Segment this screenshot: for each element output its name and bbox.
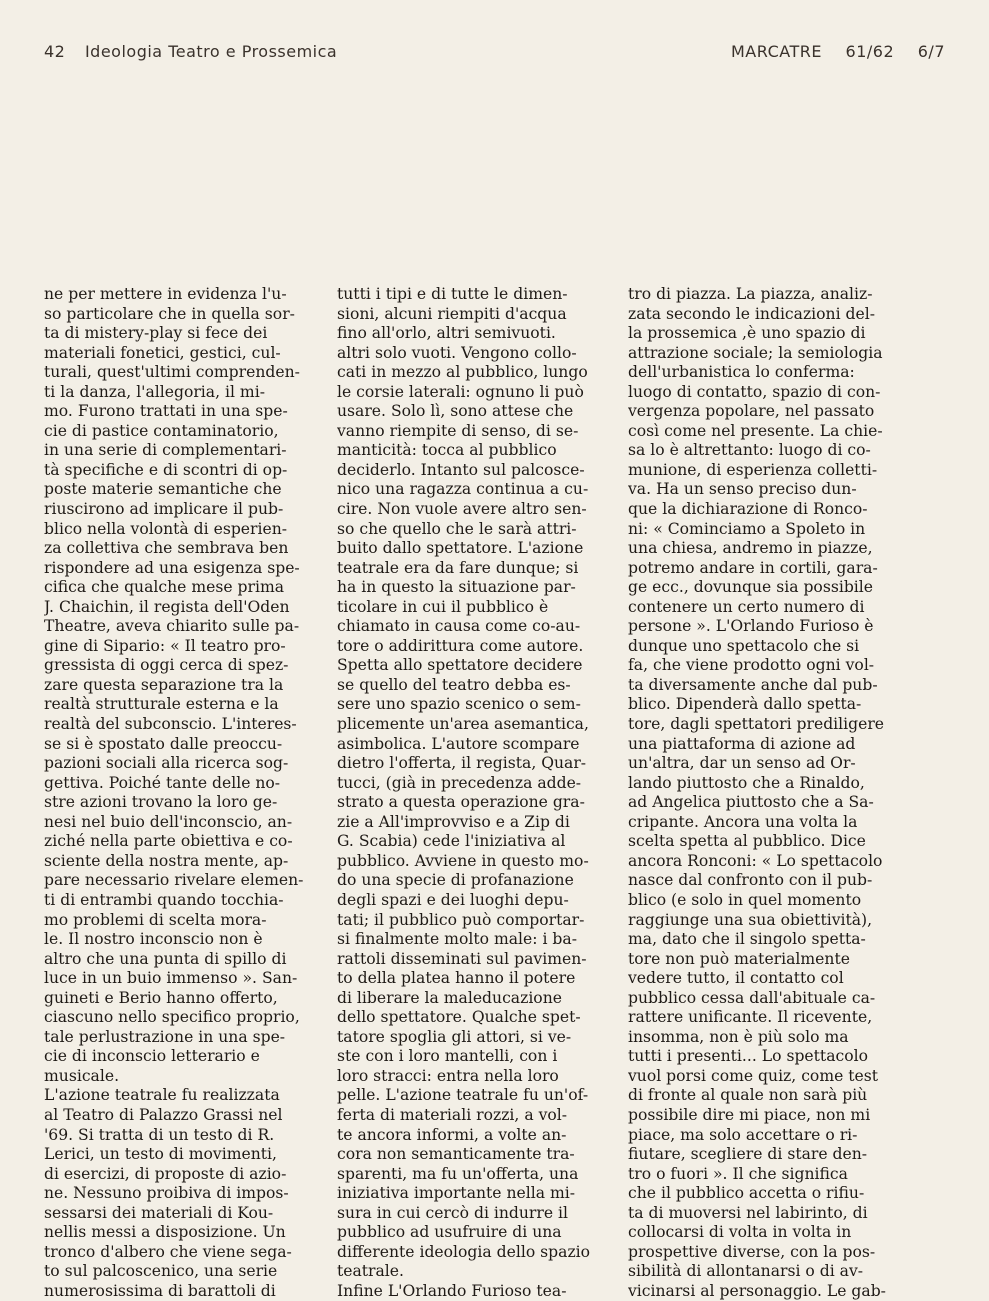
text-line: pazioni sociali alla ricerca sog- bbox=[44, 754, 289, 773]
text-line: ma, dato che il singolo spetta- bbox=[628, 930, 866, 949]
text-line: manticità: tocca al pubblico bbox=[337, 441, 557, 460]
text-line: strato a questa operazione gra- bbox=[337, 793, 585, 812]
text-line: prospettive diverse, con la pos- bbox=[628, 1242, 876, 1261]
text-line: rattere unificante. Il ricevente, bbox=[628, 1008, 873, 1027]
text-line: sibilità di allontanarsi o di av- bbox=[628, 1262, 864, 1281]
text-line: te ancora informi, a volte an- bbox=[337, 1125, 567, 1144]
header-right bbox=[731, 42, 945, 61]
text-line: una chiesa, andremo in piazze, bbox=[628, 539, 873, 558]
text-line: L'azione teatrale fu realizzata bbox=[44, 1086, 280, 1105]
text-line: za collettiva che sembrava ben bbox=[44, 539, 289, 558]
text-line: al Teatro di Palazzo Grassi nel bbox=[44, 1105, 283, 1124]
text-line: sciente della nostra mente, ap- bbox=[44, 851, 289, 870]
text-line: stre azioni trovano la loro ge- bbox=[44, 793, 278, 812]
text-line: nesi nel buio dell'inconscio, an- bbox=[44, 812, 293, 831]
text-line: la prossemica ,è uno spazio di bbox=[628, 324, 866, 343]
text-line: se si è spostato dalle preoccu- bbox=[44, 734, 283, 753]
text-line: altro che una punta di spillo di bbox=[44, 949, 287, 968]
text-line: ti di entrambi quando tocchia- bbox=[44, 890, 284, 909]
text-line: teatrale. bbox=[337, 1262, 404, 1281]
text-line: le. Il nostro inconscio non è bbox=[44, 930, 263, 949]
text-line: nellis messi a disposizione. Un bbox=[44, 1223, 286, 1242]
text-line: di fronte al quale non sarà più bbox=[628, 1086, 868, 1105]
text-line: Spetta allo spettatore decidere bbox=[337, 656, 583, 675]
text-line: J. Chaichin, il regista dell'Oden bbox=[44, 597, 290, 616]
text-line: usare. Solo lì, sono attese che bbox=[337, 402, 574, 421]
text-line: luce in un buio immenso ». San- bbox=[44, 969, 298, 988]
text-column-2 bbox=[337, 285, 605, 1301]
text-line: munione, di esperienza colletti- bbox=[628, 460, 878, 479]
text-line: cire. Non vuole avere altro sen- bbox=[337, 500, 587, 519]
text-line: Lerici, un testo di movimenti, bbox=[44, 1145, 277, 1164]
text-line: tucci, (già in precedenza adde- bbox=[337, 773, 582, 792]
text-line: so che quello che le sarà attri- bbox=[337, 519, 577, 538]
text-line: pubblico. Avviene in questo mo- bbox=[337, 851, 589, 870]
text-line: luogo di contatto, spazio di con- bbox=[628, 382, 881, 401]
text-line: cie di pastice contaminatorio, bbox=[44, 421, 279, 440]
text-line: pubblico cessa dall'abituale ca- bbox=[628, 988, 876, 1007]
text-line: collocarsi di volta in volta in bbox=[628, 1223, 852, 1242]
text-line: gine di Sipario: « Il teatro pro- bbox=[44, 636, 286, 655]
text-line: ta diversamente anche dal pub- bbox=[628, 675, 878, 694]
text-line: realtà del subconscio. L'interes- bbox=[44, 715, 297, 734]
text-line: scelta spetta al pubblico. Dice bbox=[628, 832, 866, 851]
text-line: tale perlustrazione in una spe- bbox=[44, 1027, 286, 1046]
text-line: vicinarsi al personaggio. Le gab- bbox=[628, 1281, 886, 1300]
text-line: so particolare che in quella sor- bbox=[44, 304, 295, 323]
text-line: pelle. L'azione teatrale fu un'of- bbox=[337, 1086, 589, 1105]
text-line: ne. Nessuno proibiva di impos- bbox=[44, 1184, 289, 1203]
text-line: que la dichiarazione di Ronco- bbox=[628, 500, 868, 519]
text-line: guineti e Berio hanno offerto, bbox=[44, 988, 278, 1007]
text-line: ti la danza, l'allegoria, il mi- bbox=[44, 382, 265, 401]
text-line: cie di inconscio letterario e bbox=[44, 1047, 260, 1066]
text-line: asimbolica. L'autore scompare bbox=[337, 734, 580, 753]
text-line: musicale. bbox=[44, 1066, 120, 1085]
text-line: tro o fuori ». Il che significa bbox=[628, 1164, 848, 1183]
text-line: dell'urbanistica lo conferma: bbox=[628, 363, 855, 382]
text-line: teatrale era da fare dunque; si bbox=[337, 558, 579, 577]
text-line: tutti i presenti... Lo spettacolo bbox=[628, 1047, 868, 1066]
text-line: iniziativa importante nella mi- bbox=[337, 1184, 576, 1203]
text-line: se quello del teatro debba es- bbox=[337, 675, 571, 694]
text-line: ad Angelica piuttosto che a Sa- bbox=[628, 793, 874, 812]
text-line: vuol porsi come quiz, come test bbox=[628, 1066, 879, 1085]
text-line: fino all'orlo, altri semivuoti. bbox=[337, 324, 556, 343]
text-line: blico (e solo in quel momento bbox=[628, 890, 862, 909]
text-line: riuscirono ad implicare il pub- bbox=[44, 500, 284, 519]
text-line: gettiva. Poiché tante delle no- bbox=[44, 773, 281, 792]
text-line: turali, quest'ultimi comprenden- bbox=[44, 363, 300, 382]
text-line: le corsie laterali: ognuno li può bbox=[337, 382, 584, 401]
text-line: ferta di materiali rozzi, a vol- bbox=[337, 1105, 568, 1124]
text-line: tore non può materialmente bbox=[628, 949, 850, 968]
text-line: pare necessario rivelare elemen- bbox=[44, 871, 304, 890]
text-line: nasce dal confronto con il pub- bbox=[628, 871, 873, 890]
text-line: deciderlo. Intanto sul palcosce- bbox=[337, 460, 585, 479]
issue-number: 61/62 bbox=[845, 42, 895, 61]
text-line: ciascuno nello specifico proprio, bbox=[44, 1008, 300, 1027]
text-line: contenere un certo numero di bbox=[628, 597, 865, 616]
text-line: un'altra, dar un senso ad Or- bbox=[628, 754, 856, 773]
text-line: loro stracci: entra nella loro bbox=[337, 1066, 559, 1085]
journal-title: MARCATRE bbox=[731, 42, 822, 61]
text-line: chiamato in causa come co-au- bbox=[337, 617, 581, 636]
text-line: sere uno spazio scenico o sem- bbox=[337, 695, 581, 714]
text-line: tà specifiche e di scontri di op- bbox=[44, 460, 288, 479]
text-line: ha in questo la situazione par- bbox=[337, 578, 576, 597]
text-line: G. Scabia) cede l'iniziativa al bbox=[337, 832, 566, 851]
text-line: realtà strutturale esterna e la bbox=[44, 695, 279, 714]
text-line: ge ecc., dovunque sia possibile bbox=[628, 578, 874, 597]
text-line: plicemente un'area asemantica, bbox=[337, 715, 589, 734]
text-line: in una serie di complementari- bbox=[44, 441, 287, 460]
text-line: altri solo vuoti. Vengono collo- bbox=[337, 343, 577, 362]
text-line: degli spazi e dei luoghi depu- bbox=[337, 890, 569, 909]
text-line: ne per mettere in evidenza l'u- bbox=[44, 285, 287, 303]
text-line: nico una ragazza continua a cu- bbox=[337, 480, 589, 499]
text-line: sa lo è altrettanto: luogo di co- bbox=[628, 441, 871, 460]
text-line: blico nella volontà di esperien- bbox=[44, 519, 288, 538]
text-line: così come nel presente. La chie- bbox=[628, 421, 883, 440]
text-line: tro di piazza. La piazza, analiz- bbox=[628, 285, 873, 303]
text-line: di esercizi, di proposte di azio- bbox=[44, 1164, 287, 1183]
text-line: zie a All'improvviso e a Zip di bbox=[337, 812, 570, 831]
text-line: vanno riempite di senso, di se- bbox=[337, 421, 579, 440]
text-line: materiali fonetici, gestici, cul- bbox=[44, 343, 281, 362]
text-column-1 bbox=[44, 285, 312, 1301]
text-line: mo problemi di scelta mora- bbox=[44, 910, 267, 929]
text-line: ta di muoversi nel labirinto, di bbox=[628, 1203, 868, 1222]
text-column-3 bbox=[628, 285, 910, 1301]
text-line: Infine L'Orlando Furioso tea- bbox=[337, 1281, 567, 1300]
text-line: vedere tutto, il contatto col bbox=[628, 969, 844, 988]
text-line: zare questa separazione tra la bbox=[44, 675, 284, 694]
text-line: sessarsi dei materiali di Kou- bbox=[44, 1203, 274, 1222]
text-line: fa, che viene prodotto ogni vol- bbox=[628, 656, 875, 675]
text-line: zata secondo le indicazioni del- bbox=[628, 304, 876, 323]
text-line: ni: « Cominciamo a Spoleto in bbox=[628, 519, 866, 538]
text-line: tore o addirittura come autore. bbox=[337, 636, 584, 655]
header-left bbox=[44, 42, 337, 61]
text-line: fiutare, scegliere di stare den- bbox=[628, 1145, 868, 1164]
text-line: ste con i loro mantelli, con i bbox=[337, 1047, 558, 1066]
text-line: rispondere ad una esigenza spe- bbox=[44, 558, 300, 577]
article-body bbox=[44, 285, 914, 1300]
text-line: gressista di oggi cerca di spez- bbox=[44, 656, 289, 675]
text-line: buito dallo spettatore. L'azione bbox=[337, 539, 584, 558]
text-line: una piattaforma di azione ad bbox=[628, 734, 856, 753]
page-number: 42 bbox=[44, 42, 66, 61]
text-line: dello spettatore. Qualche spet- bbox=[337, 1008, 581, 1027]
text-line: tati; il pubblico può comportar- bbox=[337, 910, 585, 929]
text-line: sparenti, ma fu un'offerta, una bbox=[337, 1164, 579, 1183]
text-line: possibile dire mi piace, non mi bbox=[628, 1105, 871, 1124]
text-line: tutti i tipi e di tutte le dimen- bbox=[337, 285, 568, 303]
text-line: ziché nella parte obiettiva e co- bbox=[44, 832, 293, 851]
text-line: mo. Furono trattati in una spe- bbox=[44, 402, 288, 421]
text-line: raggiunge una sua obiettività), bbox=[628, 910, 873, 929]
section-title: Ideologia Teatro e Prossemica bbox=[84, 42, 338, 61]
text-line: ticolare in cui il pubblico è bbox=[337, 597, 549, 616]
text-line: differente ideologia dello spazio bbox=[337, 1242, 591, 1261]
text-line: ta di mistery-play si fece dei bbox=[44, 324, 268, 343]
text-line: ancora Ronconi: « Lo spettacolo bbox=[628, 851, 883, 870]
text-line: to della platea hanno il potere bbox=[337, 969, 576, 988]
text-line: dunque uno spettacolo che si bbox=[628, 636, 860, 655]
text-line: lando piuttosto che a Rinaldo, bbox=[628, 773, 865, 792]
text-line: va. Ha un senso preciso dun- bbox=[628, 480, 857, 499]
text-line: numerosissima di barattoli di bbox=[44, 1281, 276, 1300]
text-line: sura in cui cercò di indurre il bbox=[337, 1203, 569, 1222]
text-line: vergenza popolare, nel passato bbox=[628, 402, 875, 421]
text-line: cora non semanticamente tra- bbox=[337, 1145, 575, 1164]
text-line: blico. Dipenderà dallo spetta- bbox=[628, 695, 862, 714]
text-line: di liberare la maleducazione bbox=[337, 988, 562, 1007]
text-line: dietro l'offerta, il regista, Quar- bbox=[337, 754, 587, 773]
text-line: piace, ma solo accettare o ri- bbox=[628, 1125, 858, 1144]
text-line: '69. Si tratta di un testo di R. bbox=[44, 1125, 275, 1144]
text-line: insomma, non è più solo ma bbox=[628, 1027, 849, 1046]
text-line: sioni, alcuni riempiti d'acqua bbox=[337, 304, 567, 323]
text-line: che il pubblico accetta o rifiu- bbox=[628, 1184, 865, 1203]
text-line: tore, dagli spettatori prediligere bbox=[628, 715, 885, 734]
text-line: pubblico ad usufruire di una bbox=[337, 1223, 562, 1242]
text-line: attrazione sociale; la semiologia bbox=[628, 343, 883, 362]
text-line: cati in mezzo al pubblico, lungo bbox=[337, 363, 588, 382]
text-line: tronco d'albero che viene sega- bbox=[44, 1242, 292, 1261]
issue-part: 6/7 bbox=[917, 42, 945, 61]
text-line: potremo andare in cortili, gara- bbox=[628, 558, 878, 577]
text-line: si finalmente molto male: i ba- bbox=[337, 930, 577, 949]
text-line: tatore spoglia gli attori, si ve- bbox=[337, 1027, 572, 1046]
text-line: cripante. Ancora una volta la bbox=[628, 812, 858, 831]
text-line: rattoli disseminati sul pavimen- bbox=[337, 949, 587, 968]
text-line: cifica che qualche mese prima bbox=[44, 578, 285, 597]
text-line: persone ». L'Orlando Furioso è bbox=[628, 617, 874, 636]
text-line: poste materie semantiche che bbox=[44, 480, 282, 499]
text-line: to sul palcoscenico, una serie bbox=[44, 1262, 278, 1281]
text-line: Theatre, aveva chiarito sulle pa- bbox=[44, 617, 300, 636]
page-header bbox=[44, 38, 945, 68]
text-line: do una specie di profanazione bbox=[337, 871, 574, 890]
